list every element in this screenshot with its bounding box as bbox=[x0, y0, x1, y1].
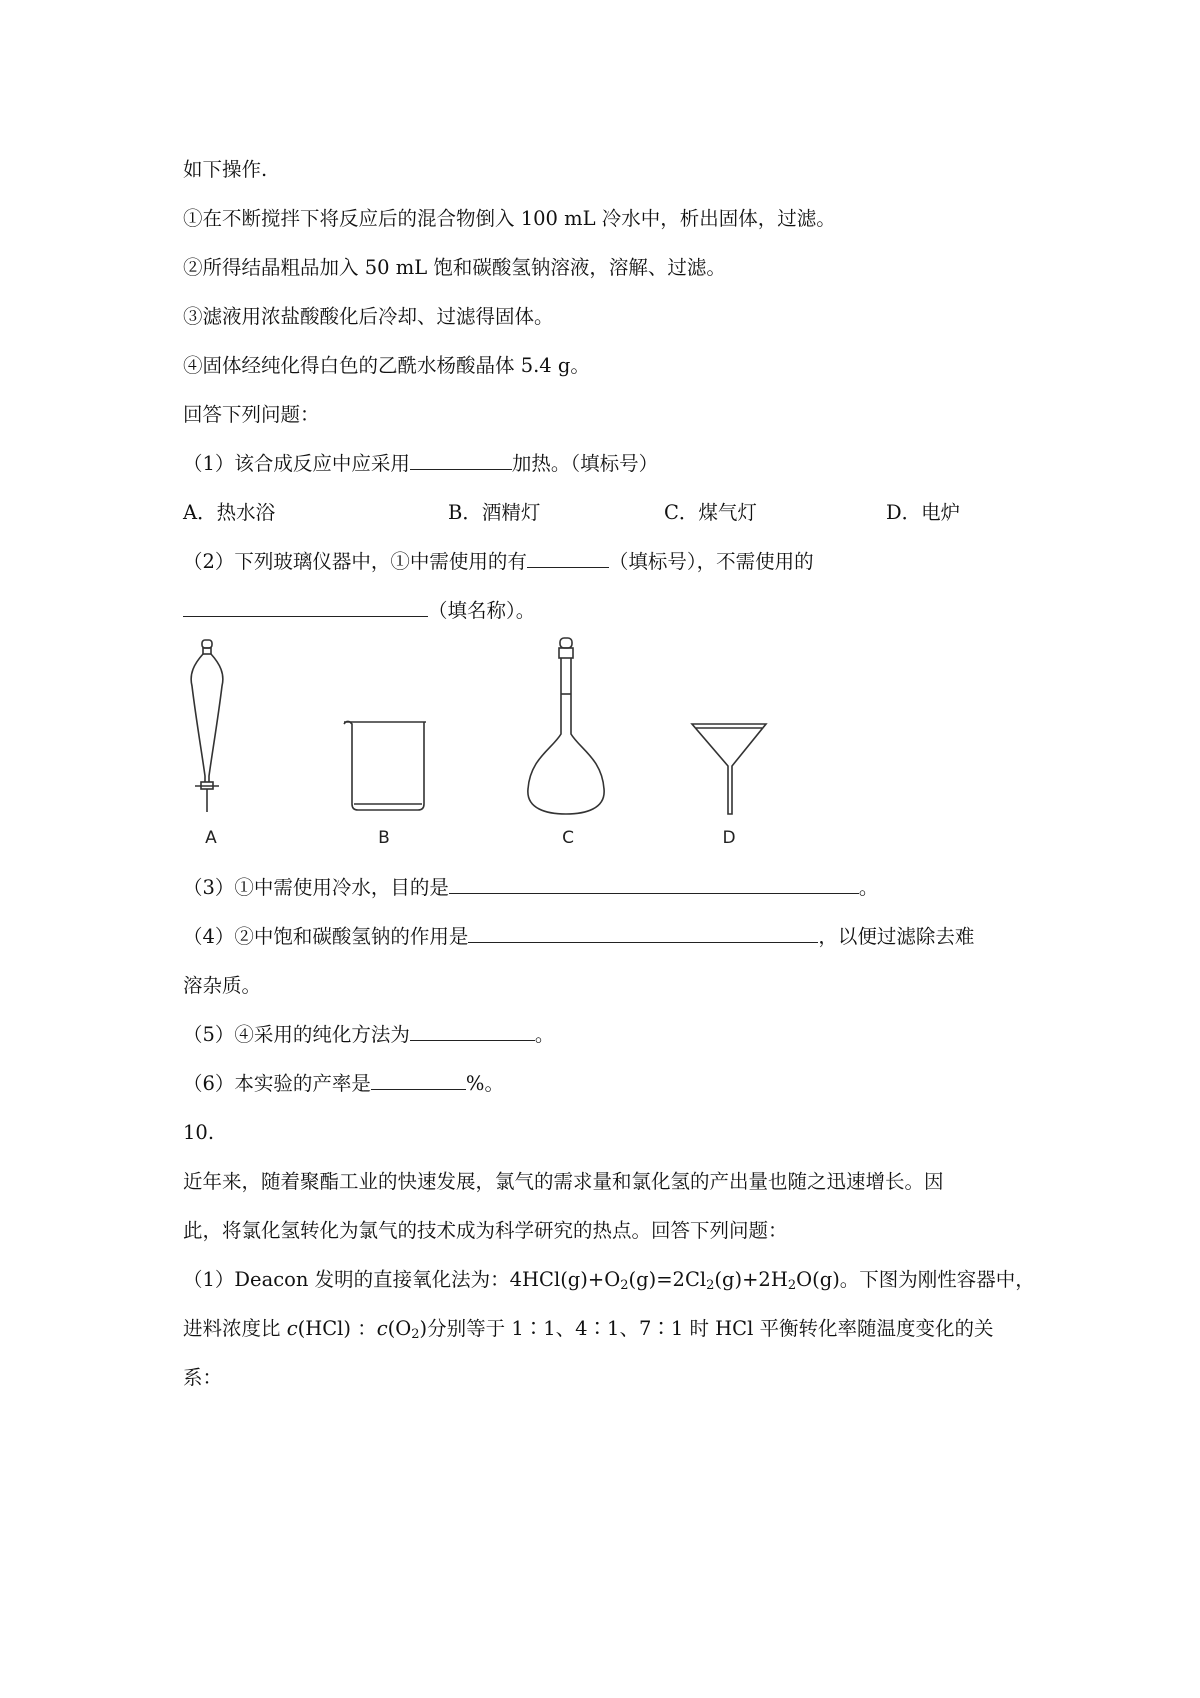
separatory-funnel-icon bbox=[180, 634, 240, 824]
step-2: ②所得结晶粗品加入 50 mL 饱和碳酸氢钠溶液，溶解、过滤。 bbox=[183, 256, 726, 279]
step-1: ①在不断搅拌下将反应后的混合物倒入 100 mL 冷水中，析出固体，过滤。 bbox=[183, 207, 836, 230]
question-5-text: （5）④采用的纯化方法为 bbox=[183, 1023, 410, 1046]
question-10-1 bbox=[183, 1267, 1035, 1293]
apparatus-label-a: A bbox=[205, 828, 217, 848]
q10-1-l2-text-2: (HCl) ： bbox=[297, 1317, 377, 1340]
question-6-text: （6）本实验的产率是 bbox=[183, 1072, 371, 1095]
question-3-text-end: 。 bbox=[858, 876, 879, 899]
question-3 bbox=[183, 875, 878, 901]
answer-prompt: 回答下列问题： bbox=[183, 403, 320, 426]
volumetric-flask-icon bbox=[512, 634, 622, 824]
question-10-1-line-2 bbox=[183, 1316, 994, 1342]
q10-1-text: （1）Deacon 发明的直接氧化法为：4HCl(g)+O bbox=[183, 1268, 621, 1291]
answer-blank-5[interactable] bbox=[410, 1040, 535, 1041]
question-1 bbox=[183, 451, 658, 477]
answer-blank-4[interactable] bbox=[468, 942, 818, 943]
question-4-text-end: ，以便过滤除去难 bbox=[818, 925, 975, 948]
step-3: ③滤液用浓盐酸酸化后冷却、过滤得固体。 bbox=[183, 305, 554, 328]
q10-1-sub-2: 2 bbox=[706, 1278, 715, 1293]
step-4: ④固体经纯化得白色的乙酰水杨酸晶体 5.4 g。 bbox=[183, 354, 590, 377]
apparatus-label-d: D bbox=[722, 828, 736, 848]
question-5 bbox=[183, 1022, 554, 1048]
q10-1-text-2: (g)=2Cl bbox=[628, 1268, 707, 1291]
question-10-intro-2: 此，将氯化氢转化为氯气的技术成为科学研究的热点。回答下列问题： bbox=[183, 1219, 788, 1242]
intro-text: 如下操作. bbox=[183, 158, 268, 181]
q10-1-l2-text-end: )分别等于 1∶1、4∶1、7∶1 时 HCl 平衡转化率随温度变化的关 bbox=[419, 1317, 994, 1340]
option-d[interactable]: D．电炉 bbox=[886, 501, 961, 524]
question-2-cont bbox=[183, 598, 535, 624]
question-4 bbox=[183, 924, 974, 950]
q10-1-text-3: (g)+2H bbox=[714, 1268, 788, 1291]
answer-blank-2a[interactable] bbox=[527, 567, 609, 568]
question-2-text: （2）下列玻璃仪器中，①中需使用的有 bbox=[183, 550, 527, 573]
question-4-text: （4）②中饱和碳酸氢钠的作用是 bbox=[183, 925, 469, 948]
option-c[interactable]: C．煤气灯 bbox=[664, 501, 757, 524]
answer-blank-2b[interactable] bbox=[183, 616, 428, 617]
q10-1-l2-text: 进料浓度比 bbox=[183, 1317, 287, 1340]
question-2-text-end: （填名称）。 bbox=[428, 599, 536, 622]
question-1-text: （1）该合成反应中应采用 bbox=[183, 452, 410, 475]
q10-1-text-end: O(g)。下图为刚性容器中， bbox=[796, 1268, 1035, 1291]
answer-blank-6[interactable] bbox=[371, 1089, 466, 1090]
answer-blank-1[interactable] bbox=[410, 469, 512, 470]
question-10-1-line-3: 系： bbox=[183, 1366, 223, 1389]
question-2-text-mid: （填标号），不需使用的 bbox=[608, 550, 814, 573]
q10-1-l2-var-c1: c bbox=[286, 1317, 298, 1340]
option-b[interactable]: B．酒精灯 bbox=[448, 501, 541, 524]
question-10-number: 10. bbox=[183, 1121, 215, 1144]
answer-blank-3[interactable] bbox=[449, 893, 859, 894]
option-a[interactable]: A．热水浴 bbox=[183, 501, 276, 524]
q10-1-l2-sub: 2 bbox=[411, 1327, 420, 1342]
question-4-cont: 溶杂质。 bbox=[183, 974, 262, 997]
q10-1-sub-1: 2 bbox=[620, 1278, 629, 1293]
question-10-intro-1: 近年来，随着聚酯工业的快速发展，氯气的需求量和氯化氢的产出量也随之迅速增长。因 bbox=[183, 1170, 944, 1193]
question-5-text-end: 。 bbox=[534, 1023, 555, 1046]
question-1-text-end: 加热。（填标号） bbox=[511, 452, 659, 475]
funnel-icon bbox=[690, 720, 770, 820]
apparatus-label-b: B bbox=[378, 828, 390, 848]
q10-1-sub-3: 2 bbox=[787, 1278, 797, 1293]
apparatus-label-c: C bbox=[562, 828, 574, 848]
question-2 bbox=[183, 549, 814, 575]
beaker-icon bbox=[340, 716, 430, 816]
question-6 bbox=[183, 1071, 504, 1097]
question-3-text: （3）①中需使用冷水，目的是 bbox=[183, 876, 449, 899]
question-6-text-end: %。 bbox=[465, 1072, 504, 1095]
q10-1-l2-var-c2: c bbox=[376, 1317, 388, 1340]
q10-1-l2-text-3: (O bbox=[387, 1317, 412, 1340]
